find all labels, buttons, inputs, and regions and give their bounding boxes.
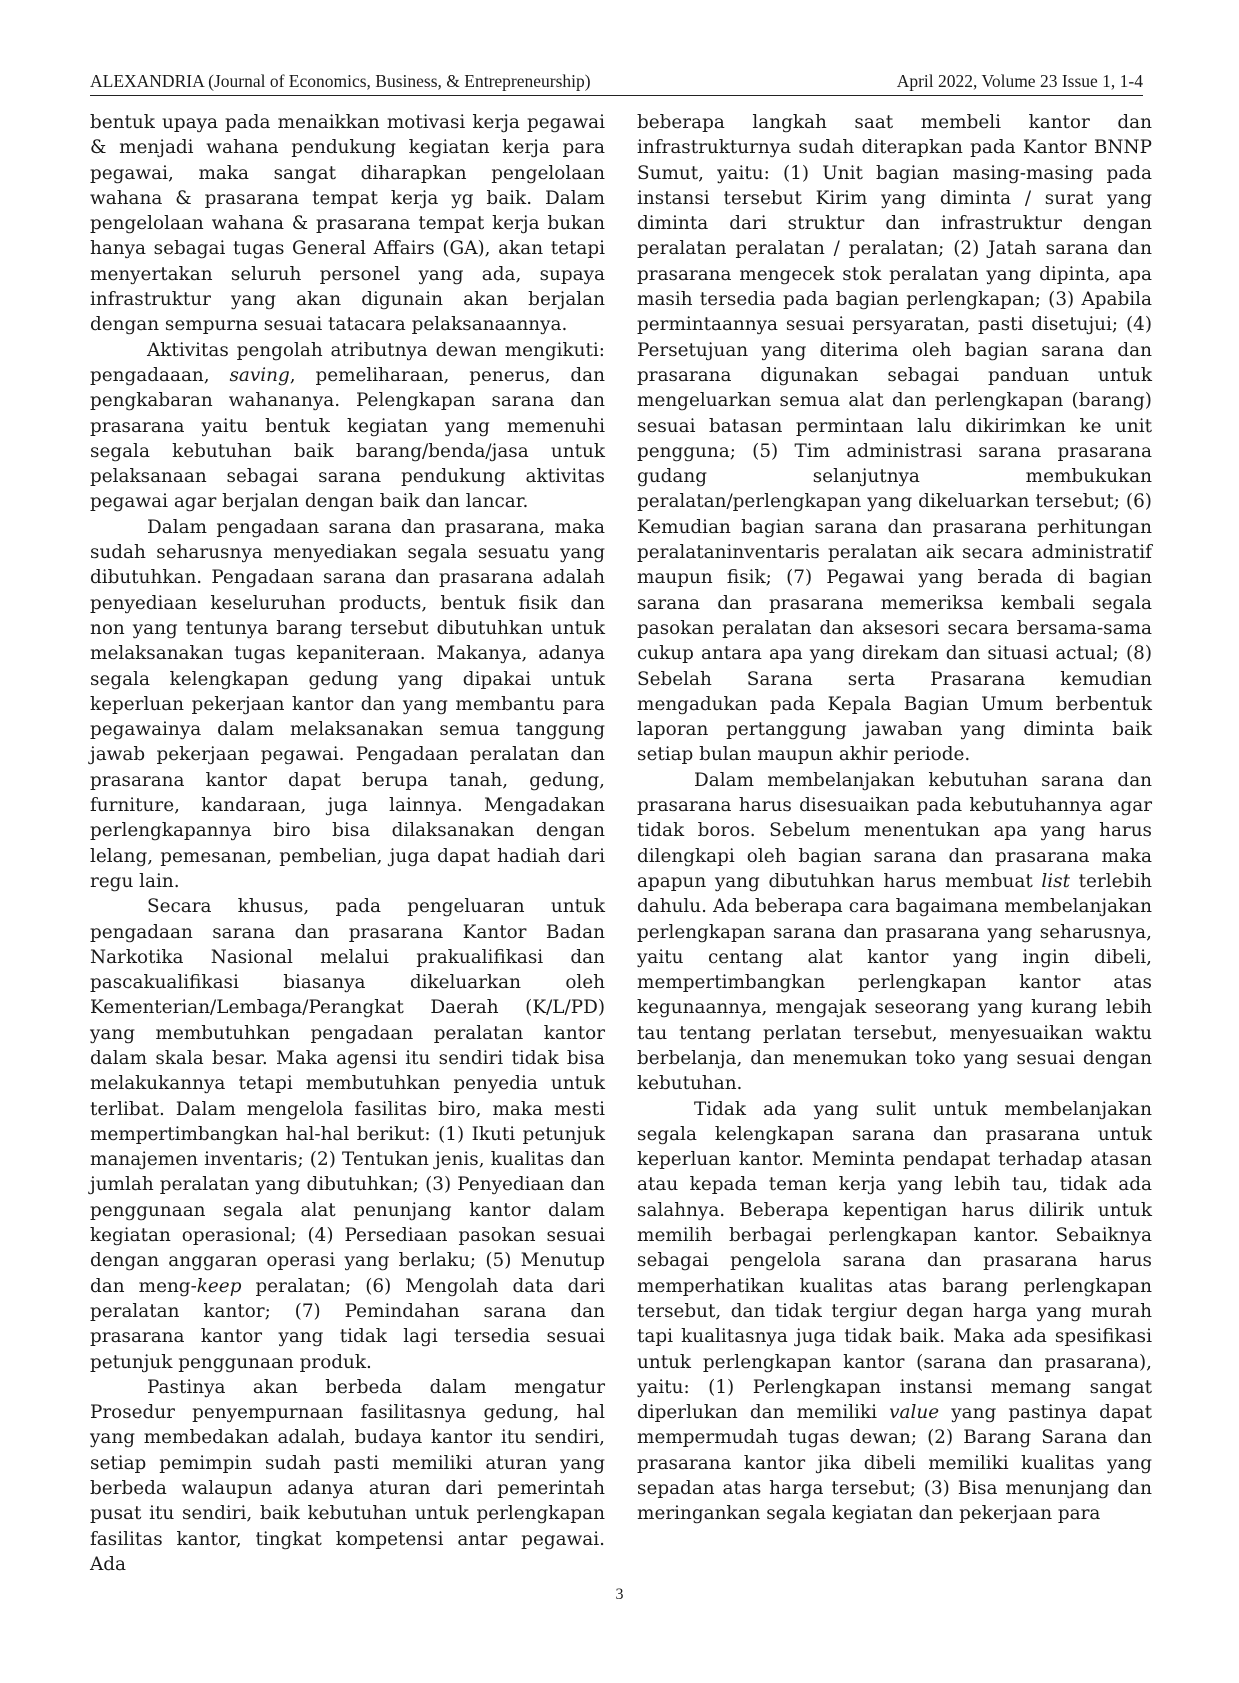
paragraph: Pastinya akan berbeda dalam mengatur Prosedur penyempurnaan fasilitasnya gedung, hal yang membedakan adalah, budaya kantor itu sendiri, setiap pemimpin sudah pasti memiliki aturan yang berbeda walaupun adanya aturan dari pemerintah pusat itu sendiri, baik kebutuhan untuk perlengkapan fasilitas kantor, tingkat kompetensi antar pegawai. Ada bbox=[90, 1376, 605, 1575]
paragraph: Tidak ada yang sulit untuk membelanjakan segala kelengkapan sarana dan prasarana untuk keperluan kantor. Meminta pendapat terhadap atasan atau kepada teman kerja yang lebih tau, tidak ada salahnya. Beberapa kepentigan harus dilirik untuk memilih berbagai perlengkapan kantor. Sebaiknya sebagai pengelola sarana dan prasarana harus memperhatikan kualitas atas barang perlengkapan tersebut, dan tidak tergiur degan harga yang murah tapi kualitasnya juga tidak baik. Maka ada spesifikasi untuk perlengkapan kantor (sarana dan prasarana), yaitu: (1) Perlengkapan instansi memang sangat diperlukan dan memiliki value yang pastinya dapat mempermudah tugas dewan; (2) Barang Sarana dan prasarana kantor jika dibeli memiliki kualitas yang sepadan atas harga tersebut; (3) Bisa menunjang dan meringankan segala kegiatan dan pekerjaan para bbox=[637, 1098, 1152, 1525]
italic-term: saving bbox=[229, 364, 290, 386]
paragraph: beberapa langkah saat membeli kantor dan infrastrukturnya sudah diterapkan pada Kantor BNNP Sumut, yaitu: (1) Unit bagian masing-masing pada instansi tersebut Kirim yang diminta / surat yang diminta dari struktur dan infrastruktur dengan peralatan peralatan / peralatan; (2) Jatah sarana dan prasarana mengecek stok peralatan yang dipinta, apa masih tersedia pada bagian perlengkapan; (3) Apabila permintaannya sesuai persyaratan, pasti disetujui; (4) Persetujuan yang diterima oleh bagian sarana dan prasarana digunakan sebagai panduan untuk mengeluarkan semua alat dan perlengkapan (barang) sesuai batasan permintaan lalu dikirimkan ke unit pengguna; (5) Tim administrasi sarana prasarana gudang selanjutnya membukukan peralatan/perlengkapan yang dikeluarkan tersebut; (6) Kemudian bagian sarana dan prasarana perhitungan peralataninventaris peralatan aik secara administratif maupun fisik; (7) Pegawai yang berada di bagian sarana dan prasarana memeriksa kembali segala pasokan peralatan dan aksesori secara bersama-sama cukup antara apa yang direkam dan situasi actual; (8) Sebelah Sarana serta Prasarana kemudian mengadukan pada Kepala Bagian Umum berbentuk laporan pertanggung jawaban yang diminta baik setiap bulan maupun akhir periode. bbox=[637, 112, 1152, 766]
paragraph: Dalam membelanjakan kebutuhan sarana dan prasarana harus disesuaikan pada kebutuhannya agar tidak boros. Sebelum menentukan apa yang harus dilengkapi oleh bagian sarana dan prasarana maka apapun yang dibutuhkan harus membuat list terlebih dahulu. Ada beberapa cara bagaimana membelanjakan perlengkapan sarana dan prasarana yang seharusnya, yaitu centang alat kantor yang ingin dibeli, mempertimbangkan perlengkapan kantor atas kegunaannya, mengajak seseorang yang kurang lebih tau tentang perlatan tersebut, menyesuaikan waktu berbelanja, dan menemukan toko yang sesuai dengan kebutuhan. bbox=[637, 769, 1152, 1095]
paragraph: bentuk upaya pada menaikkan motivasi kerja pegawai & menjadi wahana pendukung kegiatan kerja para pegawai, maka sangat diharapkan pengelolaan wahana & prasarana tempat kerja yg baik. Dalam pengelolaan wahana & prasarana tempat kerja bukan hanya sebagai tugas General Affairs (GA), akan tetapi menyertakan seluruh personel yang ada, supaya infrastruktur yang akan digunain akan berjalan dengan sempurna sesuai tatacara pelaksanaannya. bbox=[90, 112, 605, 336]
running-header bbox=[90, 71, 1143, 96]
right-column bbox=[637, 110, 1152, 1527]
italic-term: keep bbox=[196, 1275, 242, 1297]
page-number: 3 bbox=[615, 1586, 624, 1603]
paragraph: Dalam pengadaan sarana dan prasarana, maka sudah seharusnya menyediakan segala sesuatu yang dibutuhkan. Pengadaan sarana dan prasarana adalah penyediaan keseluruhan products, bentuk fisik dan non yang tentunya barang tersebut dibutuhkan untuk melaksanakan tugas kepaniteraan. Makanya, adanya segala kelengkapan gedung yang dipakai untuk keperluan pekerjaan kantor dan yang membantu para pegawainya dalam melaksanakan semua tanggung jawab pekerjaan pegawai. Pengadaan peralatan dan prasarana kantor dapat berupa tanah, gedung, furniture, kandaraan, juga lainnya. Mengadakan perlengkapannya biro bisa dilaksanakan dengan lelang, pemesanan, pembelian, juga dapat hadiah dari regu lain. bbox=[90, 516, 605, 892]
left-column bbox=[90, 110, 605, 1577]
issue-info: April 2022, Volume 23 Issue 1, 1-4 bbox=[896, 71, 1143, 91]
journal-title: ALEXANDRIA (Journal of Economics, Business, & Entrepreneurship) bbox=[90, 71, 591, 91]
italic-term: list bbox=[1041, 870, 1070, 892]
italic-term: value bbox=[889, 1402, 940, 1424]
paragraph: Aktivitas pengolah atributnya dewan mengikuti: pengadaaan, saving, pemeliharaan, penerus, dan pengkabaran wahananya. Pelengkapan sarana dan prasarana yaitu bentuk kegiatan yang memenuhi segala kebutuhan baik barang/benda/jasa untuk pelaksanaan sebagai sarana pendukung aktivitas pegawai agar berjalan dengan baik dan lancar. bbox=[90, 339, 605, 513]
paragraph: Secara khusus, pada pengeluaran untuk pengadaan sarana dan prasarana Kantor Badan Narkotika Nasional melalui prakualifikasi dan pascakualifikasi biasanya dikeluarkan oleh Kementerian/Lembaga/Perangkat Daerah (K/L/PD) yang membutuhkan pengadaan peralatan kantor dalam skala besar. Maka agensi itu sendiri tidak bisa melakukannya tetapi membutuhkan penyedia untuk terlibat. Dalam mengelola fasilitas biro, maka mesti mempertimbangkan hal-hal berikut: (1) Ikuti petunjuk manajemen inventaris; (2) Tentukan jenis, kualitas dan jumlah peralatan yang dibutuhkan; (3) Penyediaan dan penggunaan segala alat penunjang kantor dalam kegiatan operasional; (4) Persediaan pasokan sesuai dengan anggaran operasi yang berlaku; (5) Menutup dan meng-keep peralatan; (6) Mengolah data dari peralatan kantor; (7) Pemindahan sarana dan prasarana kantor yang tidak lagi tersedia sesuai petunjuk penggunaan produk. bbox=[90, 896, 605, 1373]
